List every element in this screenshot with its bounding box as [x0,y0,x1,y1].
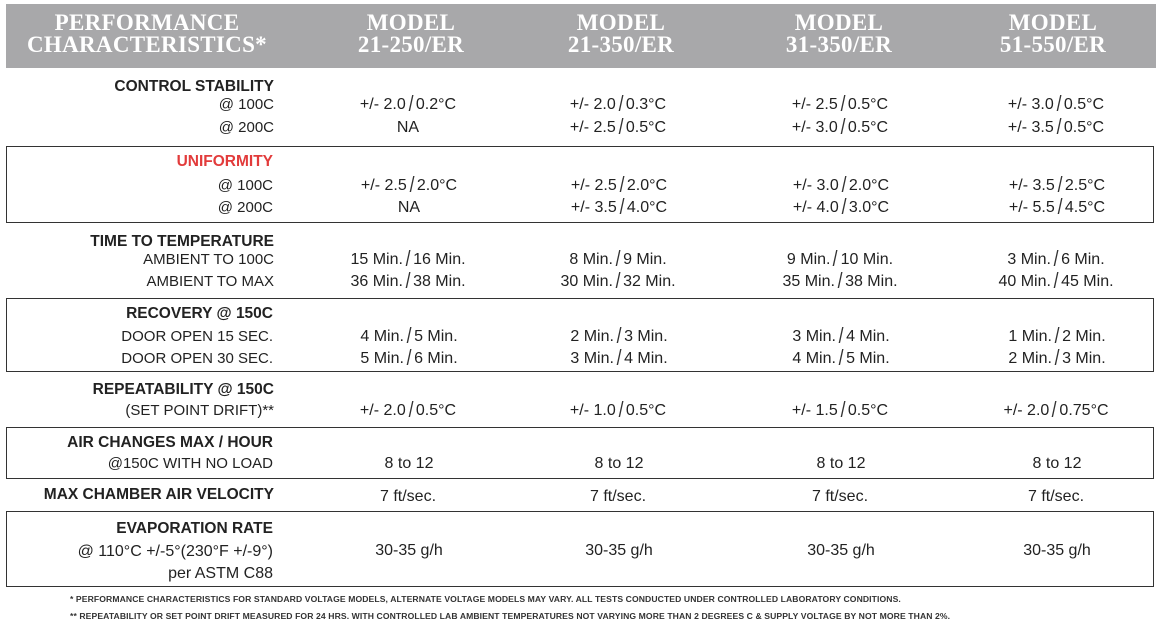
slash-separator: / [619,194,625,219]
value-cell: 30-35 g/h [585,542,653,559]
value-cell-left: +/- 2.5 [360,177,407,194]
value-cell-right: 4.5°C [1064,199,1106,216]
row-label: @ 200C [218,119,274,136]
value-cell-right: 0.5°C [625,119,667,136]
value-cell-left: +/- 2.0 [569,96,616,113]
row-label: AMBIENT TO MAX [146,273,274,290]
value-cell-left: 4 Min. [792,350,836,367]
section-uniformity [6,146,1154,223]
value-cell-left: 8 Min. [569,251,613,268]
value-cell-right: 4 Min. [846,328,890,345]
value-cell-right: 3.0°C [848,199,890,216]
row-label: @150C WITH NO LOAD [107,455,273,472]
value-cell [957,345,1157,370]
section-title-air-velocity: MAX CHAMBER AIR VELOCITY [43,486,274,503]
value-cell-right: 0.5°C [847,119,889,136]
row-label: DOOR OPEN 30 SEC. [121,350,273,367]
footnote-1: * PERFORMANCE CHARACTERISTICS FOR STANDARD VOLTAGE MODELS, ALTERNATE VOLTAGE MODELS MAY VARY. ALL TESTS CONDUCTED UNDER CONTROLLED LABORATORY CONDITIONS. [70,594,901,604]
value-cell [956,268,1156,293]
section-title-control-stability: CONTROL STABILITY [114,78,274,95]
slash-separator: / [1057,172,1063,197]
value-cell-left: 30 Min. [560,273,613,290]
value-cell-right: 0.5°C [1063,96,1105,113]
slash-separator: / [838,323,844,348]
value-cell-right: 2 Min. [1062,328,1106,345]
value-cell-left: 8 to 12 [384,455,434,472]
section-air-velocity [6,482,1154,510]
value-cell [956,246,1156,271]
section-control-stability [6,72,1154,144]
value-cell-left: +/- 4.0 [792,199,839,216]
value-cell-left: 1 Min. [1008,328,1052,345]
value-cell-right: 0.5°C [847,96,889,113]
value-cell [740,114,940,139]
value-cell-right: 6 Min. [1061,251,1105,268]
value-cell [956,91,1156,116]
slash-separator: / [838,345,844,370]
slash-separator: / [841,194,847,219]
header-performance-characteristics: PERFORMANCE CHARACTERISTICS* [27,10,267,57]
value-cell-right: 0.2°C [415,96,457,113]
section-title-time-to-temp: TIME TO TEMPERATURE [90,233,274,250]
value-cell-right: 4 Min. [624,350,668,367]
row-label: @ 200C [217,199,273,216]
value-cell [308,91,508,116]
value-cell-left: 3 Min. [570,350,614,367]
value-cell-left: 9 Min. [786,251,831,268]
value-cell [957,194,1157,219]
value-cell-right: 45 Min. [1061,273,1114,290]
slash-separator: / [616,345,622,370]
value-cell [309,199,509,217]
value-cell [740,246,940,271]
slash-separator: / [841,172,847,197]
value-cell-left: NA [396,119,420,136]
section-air-changes [6,427,1154,479]
value-cell-left: +/- 3.0 [791,119,838,136]
slash-separator: / [618,397,624,422]
row-label: AMBIENT TO 100C [143,251,274,268]
section-title-recovery: RECOVERY @ 150C [126,305,273,322]
row-label: @ 110°C +/-5°(230°F +/-9°) [77,543,273,560]
value-cell-right: 2.0°C [416,177,458,194]
header-model-31-350: MODEL 31-350/ER [785,10,893,57]
value-cell-right: 0.5°C [415,402,457,419]
row-label: @ 100C [218,96,274,113]
value-cell-right: 9 Min. [623,251,667,268]
value-cell-right: 16 Min. [413,251,466,268]
value-cell-left: +/- 2.5 [569,119,616,136]
value-cell [740,397,940,422]
value-cell [741,194,941,219]
value-cell [740,91,940,116]
value-cell [519,323,719,348]
value-cell: 7 ft/sec. [1027,488,1085,505]
value-cell-left: 15 Min. [350,251,403,268]
value-cell-right: 32 Min. [623,273,676,290]
value-cell [309,323,509,348]
slash-separator: / [409,172,415,197]
value-cell [308,119,508,137]
section-title-uniformity: UNIFORMITY [176,153,273,170]
row-label: (SET POINT DRIFT)** [125,402,274,419]
value-cell-left: 3 Min. [1007,251,1051,268]
value-cell [309,345,509,370]
slash-separator: / [840,397,846,422]
value-cell [519,194,719,219]
slash-separator: / [833,246,838,271]
value-cell-left: +/- 5.5 [1008,199,1055,216]
slash-separator: / [615,268,621,293]
slash-separator: / [618,114,624,139]
slash-separator: / [1054,323,1060,348]
value-cell [519,172,719,197]
value-cell-right: 2.0°C [848,177,890,194]
row-label: DOOR OPEN 15 SEC. [121,328,273,345]
header-model-21-350: MODEL 21-350/ER [567,10,675,57]
value-cell: 30-35 g/h [807,542,875,559]
value-cell-left: +/- 2.5 [791,96,838,113]
value-cell-left: 5 Min. [360,350,404,367]
value-cell-left: +/- 3.5 [1007,119,1054,136]
value-cell: 7 ft/sec. [589,488,647,505]
value-cell-left: 8 to 12 [1032,455,1082,472]
value-cell-left: +/- 2.0 [1003,402,1050,419]
value-cell-right: 0.3°C [625,96,667,113]
value-cell-left: 2 Min. [1008,350,1052,367]
value-cell [740,268,940,293]
section-title-evaporation: EVAPORATION RATE [116,520,273,537]
value-cell [956,397,1156,422]
slash-separator: / [406,323,412,348]
value-cell-left: 2 Min. [570,328,614,345]
value-cell-right: 2.0°C [626,177,668,194]
slash-separator: / [1056,91,1062,116]
row-label: per ASTM C88 [168,565,273,582]
value-cell [741,455,941,473]
value-cell-right: 3 Min. [624,328,668,345]
slash-separator: / [405,268,411,293]
slash-separator: / [1053,246,1059,271]
slash-separator: / [408,91,414,116]
value-cell-left: 36 Min. [350,273,403,290]
section-recovery [6,298,1154,372]
slash-separator: / [619,172,625,197]
value-cell [956,114,1156,139]
slash-separator: / [408,397,414,422]
value-cell [518,114,718,139]
value-cell [518,246,718,271]
value-cell [308,397,508,422]
value-cell-right: 0.75°C [1059,402,1109,419]
slash-separator: / [1057,194,1063,219]
value-cell-left: +/- 2.5 [570,177,617,194]
value-cell [308,246,508,271]
value-cell-left: NA [397,199,421,216]
value-cell-right: 0.5°C [847,402,889,419]
value-cell-left: +/- 1.5 [791,402,838,419]
table-header [6,4,1156,68]
value-cell-left: +/- 2.0 [359,96,406,113]
value-cell-left: +/- 3.5 [1008,177,1055,194]
section-title-repeatability: REPEATABILITY @ 150C [92,381,274,398]
value-cell: 30-35 g/h [1023,542,1091,559]
value-cell-right: 4.0°C [626,199,668,216]
slash-separator: / [1054,345,1060,370]
section-time-to-temp [6,227,1154,295]
value-cell-left: 8 to 12 [594,455,644,472]
value-cell-left: 8 to 12 [816,455,866,472]
header-model-51-550: MODEL 51-550/ER [999,10,1107,57]
value-cell-right: 2.5°C [1064,177,1106,194]
slash-separator: / [840,114,846,139]
value-cell-left: +/- 2.0 [359,402,406,419]
value-cell [741,345,941,370]
value-cell-left: 35 Min. [782,273,835,290]
value-cell-left: 40 Min. [998,273,1051,290]
value-cell-right: 10 Min. [840,251,894,268]
value-cell [957,323,1157,348]
value-cell [309,455,509,473]
value-cell-right: 38 Min. [845,273,898,290]
slash-separator: / [840,91,846,116]
slash-separator: / [406,345,412,370]
value-cell [957,455,1157,473]
value-cell [518,397,718,422]
value-cell-left: 3 Min. [792,328,836,345]
value-cell-left: +/- 1.0 [569,402,616,419]
value-cell-right: 5 Min. [846,350,890,367]
slash-separator: / [615,246,621,271]
value-cell [957,172,1157,197]
slash-separator: / [1053,268,1059,293]
slash-separator: / [1056,114,1062,139]
value-cell [308,268,508,293]
value-cell-right: 0.5°C [625,402,667,419]
value-cell: 30-35 g/h [375,542,443,559]
value-cell-right: 5 Min. [414,328,458,345]
slash-separator: / [1051,397,1057,422]
value-cell-right: 38 Min. [413,273,466,290]
slash-separator: / [405,246,411,271]
value-cell-right: 3 Min. [1062,350,1106,367]
value-cell [518,268,718,293]
value-cell [519,455,719,473]
slash-separator: / [616,323,622,348]
value-cell [741,172,941,197]
value-cell-right: 0.5°C [1063,119,1105,136]
value-cell-left: +/- 3.0 [792,177,839,194]
slash-separator: / [618,91,624,116]
section-title-air-changes: AIR CHANGES MAX / HOUR [67,434,273,451]
footnote-2: ** REPEATABILITY OR SET POINT DRIFT MEASURED FOR 24 HRS. WITH CONTROLLED LAB AMBIENT TEMPERATURES NOT VARYING MORE THAN 2 DEGREES C & SUPPLY VOLTAGE BY NOT MORE THAN 2%. [70,611,951,621]
section-evaporation [6,511,1154,587]
value-cell [741,323,941,348]
value-cell: 7 ft/sec. [379,488,437,505]
value-cell-left: 4 Min. [360,328,404,345]
value-cell: 7 ft/sec. [811,488,869,505]
value-cell [519,345,719,370]
section-repeatability [6,375,1154,425]
row-label: @ 100C [217,177,273,194]
value-cell [309,172,509,197]
value-cell [518,91,718,116]
header-model-21-250: MODEL 21-250/ER [357,10,465,57]
value-cell-left: +/- 3.5 [570,199,617,216]
value-cell-left: +/- 3.0 [1007,96,1054,113]
slash-separator: / [837,268,843,293]
value-cell-right: 6 Min. [414,350,458,367]
